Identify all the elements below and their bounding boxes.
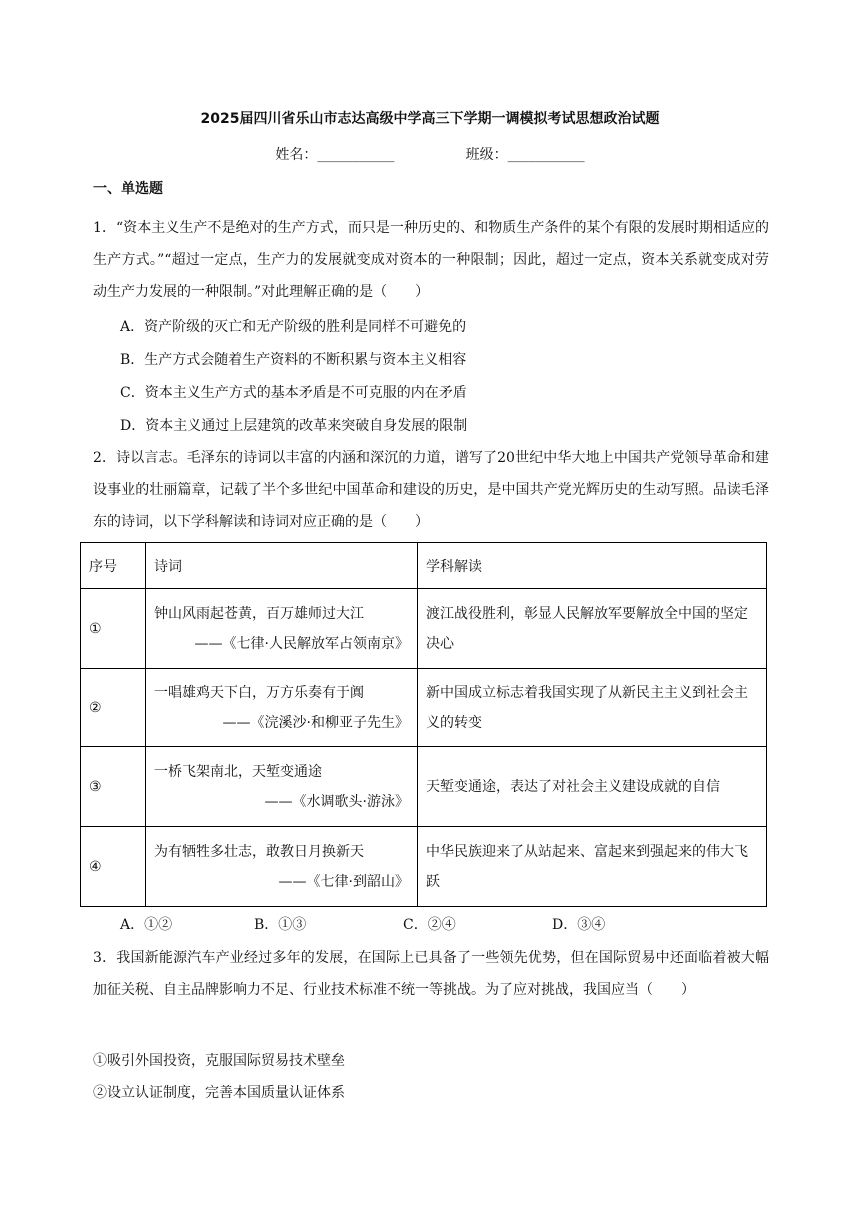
poem-line: 为有牺牲多壮志，敢教日月换新天 (154, 843, 364, 860)
reading-cell: 天堑变通途，表达了对社会主义建设成就的自信 (418, 747, 767, 827)
exam-title: 2025届四川省乐山市志达高级中学高三下学期一调模拟考试思想政治试题 (200, 111, 660, 127)
poem-line: 一唱雄鸡天下白，万方乐奏有于阗 (154, 684, 364, 701)
question-2-answer-c: C．②④ (403, 917, 456, 933)
row-number: ④ (81, 827, 146, 907)
section-heading: 一、单选题 (93, 181, 163, 197)
question-1-option-a: A．资产阶级的灭亡和无产阶级的胜利是同样不可避免的 (120, 319, 467, 335)
question-2-answer-b: B．①③ (254, 917, 307, 933)
question-2-answer-a: A．①② (120, 917, 173, 933)
question-1-stem: 1．“资本主义生产不是绝对的生产方式，而只是一种历史的、和物质生产条件的某个有限的发展时期相适应的生产方式。”“超过一定点，生产力的发展就变成对资本的一种限制；因此，超过一定点，资本关系就变成对劳动生产力发展的一种限制。”对此理解正确的是（ ） (93, 220, 769, 300)
poem-source: ——《浣溪沙·和柳亚子先生》 (222, 714, 409, 731)
header-poem: 诗词 (146, 543, 418, 589)
reading-cell: 中华民族迎来了从站起来、富起来到强起来的伟大飞跃 (418, 827, 767, 907)
info-spacer (394, 147, 465, 163)
question-3-item-2: ②设立认证制度，完善本国质量认证体系 (93, 1085, 345, 1101)
class-blank: ___________ (507, 147, 585, 163)
question-2-stem: 2．诗以言志。毛泽东的诗词以丰富的内涵和深沉的力道，谱写了20世纪中华大地上中国共产党领导革命和建设事业的壮丽篇章，记载了半个多世纪中国革命和建设的历史，是中国共产党光辉历史的生动写照。品读毛泽东的诗词，以下学科解读和诗词对应正确的是（ ） (93, 450, 769, 530)
question-1-option-c: C．资本主义生产方式的基本矛盾是不可克服的内在矛盾 (120, 385, 467, 401)
question-1-option-d: D．资本主义通过上层建筑的改革来突破自身发展的限制 (120, 418, 468, 434)
name-label: 姓名： (275, 147, 318, 163)
poem-cell (146, 747, 418, 827)
table-row (81, 589, 767, 669)
poem-source: ——《七律·到韶山》 (278, 873, 409, 890)
row-number: ① (81, 589, 146, 669)
poem-cell (146, 827, 418, 907)
name-blank: ___________ (317, 147, 395, 163)
table-row (81, 747, 767, 827)
header-seq: 序号 (81, 543, 146, 589)
student-info-line (0, 144, 860, 164)
reading-cell: 新中国成立标志着我国实现了从新民主主义到社会主义的转变 (418, 669, 767, 747)
poem-table (80, 542, 767, 907)
table-row (81, 827, 767, 907)
question-3-stem: 3．我国新能源汽车产业经过多年的发展，在国际上已具备了一些领先优势，但在国际贸易中还面临着被大幅加征关税、自主品牌影响力不足、行业技术标准不统一等挑战。为了应对挑战，我国应当（ ） (93, 950, 769, 998)
poem-line: 一桥飞架南北，天堑变通途 (154, 763, 322, 780)
class-label: 班级： (465, 147, 508, 163)
poem-source: ——《水调歌头·游泳》 (264, 793, 409, 810)
row-number: ③ (81, 747, 146, 827)
poem-cell (146, 669, 418, 747)
table-header-row (81, 543, 767, 589)
poem-cell (146, 589, 418, 669)
question-2-answer-d: D．③④ (552, 917, 606, 933)
question-3-item-1: ①吸引外国投资，克服国际贸易技术壁垒 (93, 1053, 345, 1069)
question-1-option-b: B．生产方式会随着生产资料的不断积累与资本主义相容 (120, 352, 467, 368)
poem-source: ——《七律·人民解放军占领南京》 (194, 635, 409, 652)
poem-line: 钟山风雨起苍黄，百万雄师过大江 (154, 605, 364, 622)
header-reading: 学科解读 (418, 543, 767, 589)
reading-cell: 渡江战役胜利，彰显人民解放军要解放全中国的坚定决心 (418, 589, 767, 669)
row-number: ② (81, 669, 146, 747)
table-row (81, 669, 767, 747)
